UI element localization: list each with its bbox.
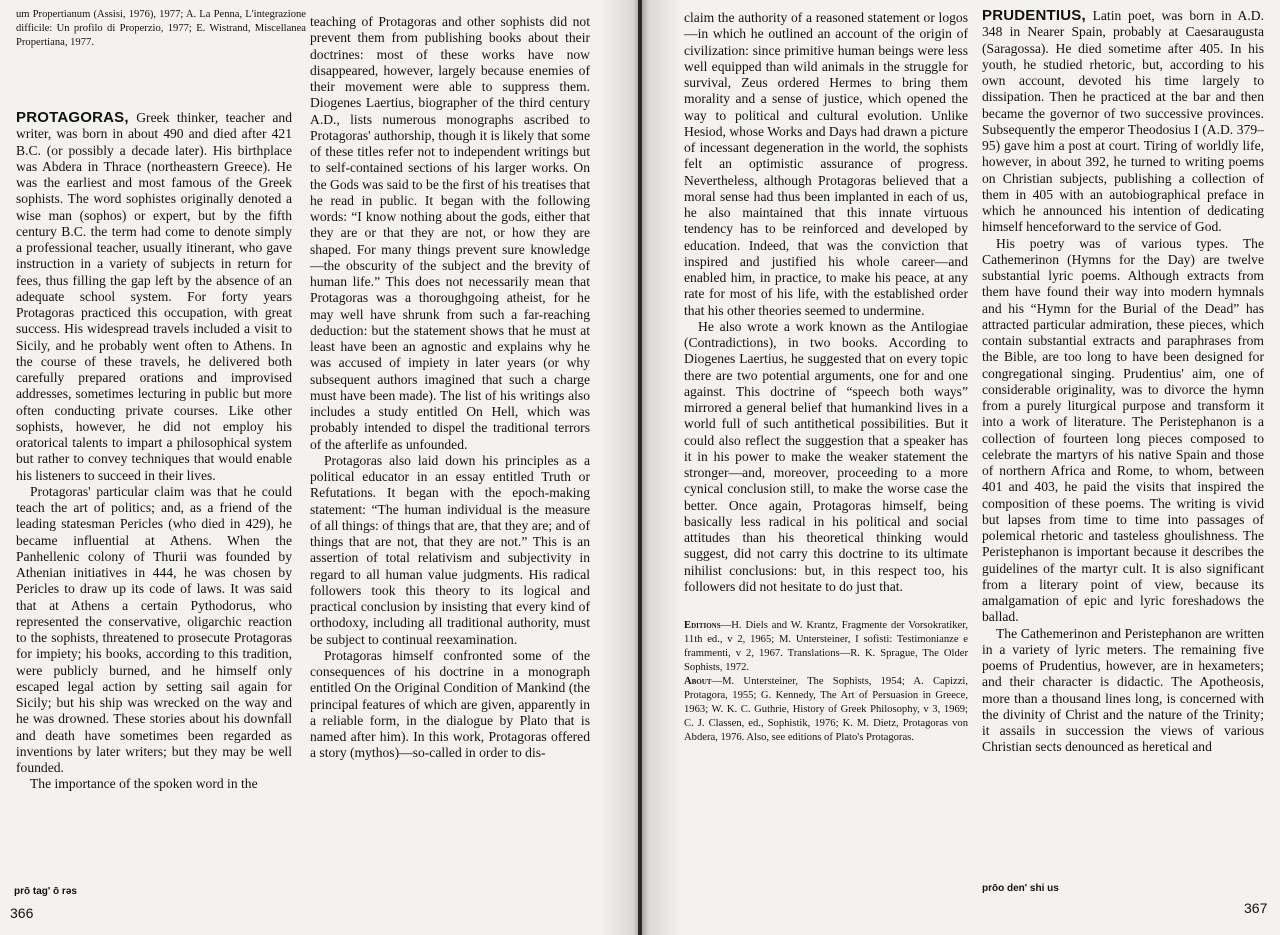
left-column-1: [16, 110, 292, 793]
paragraph: Protagoras' particular claim was that he could teach the art of politics; and, as a friend of the leading statesman Pericles (who died in 429), he became influential at Athens. When the Panhellenic colony of Thurii was founded by Athenian initiatives in 444, he was chosen by Pericles to draw up its code of laws. It was said that at Athens a certain Pythodorus, who represented the conservative, oligarchic reaction to the sophists, threatened to prosecute Protagoras for impiety; his books, according to this tradition, were publicly burned, and he himself only escaped legal action by setting sail again for Sicily; but his ship was wrecked on the way and he was drowned. These stories about his downfall and death have sometimes been regarded as inventions by later writers; but they may be well founded.: [16, 483, 292, 775]
paragraph: Protagoras also laid down his principles as a political educator in an essay entitled Truth or Refutations. It began with the epoch-making statement: “The human individual is the measure of all things: of things that are, that they are; and of things that are not, that they are not.” This is an assertion of total relativism and subjectivity in regard to all human value judgments. His radical followers took this theory to its logical and practical conclusion by insisting that every kind of orthodoxy, including all traditional authority, must be subject to continual reexamination.: [310, 452, 590, 647]
bibliography-editions: [684, 619, 968, 675]
left-column-2: [310, 14, 590, 762]
bibliography-about: [684, 675, 968, 745]
right-page: [642, 0, 1280, 935]
paragraph: Protagoras himself confronted some of the consequences of his doctrine in a monograph entitled On the Original Condition of Mankind (the principal features of which are given, apparently in a reliable form, in the dialogue by Plato that is named after him). In this work, Protagoras offered a story (mythos)—so-called in order to dis-: [310, 647, 590, 761]
bibliography-about-text: —M. Untersteiner, The Sophists, 1954; A. Capizzi, Protagora, 1955; G. Kennedy, The Art of Persuasion in Greece, 1963; W. K. C. Guthrie, History of Greek Philosophy, v 3, 1969; C. J. Classen, ed., Sophistik, 1976; K. M. Dietz, Protagoras von Abdera, 1976. Also, see editions of Plato's Protagoras.: [684, 676, 968, 743]
paragraph: claim the authority of a reasoned statement or logos—in which he outlined an account of the origin of civilization: since primitive human beings were less well equipped than wild animals in the struggle for survival, Zeus ordered Hermes to bring them morality and a sense of justice, which opened the way to political and cultural evolution. Unlike Hesiod, whose Works and Days had drawn a picture of incessant degeneration in the world, the sophists felt an optimistic assurance of progress. Nevertheless, although Protagoras believed that a moral sense had thus been implanted in each of us, he also maintained that this innate virtuous tendency has to be reinforced and developed by education. Indeed, that was the conviction that inspired and justified his whole career—and enabled him, in practice, to make his peace, at any rate for most of his life, with the established order that his other theories seemed to undermine.: [684, 10, 968, 318]
paragraph: teaching of Protagoras and other sophists did not prevent them from publishing books about their doctrines: most of these works have now disappeared, however, largely because enemies of their movement were able to suppress them. Diogenes Laertius, biographer of the third century A.D., lists numerous monographs ascribed to Protagoras' authorship, though it is likely that some of these titles refer not to independent writings but to self-contained sections of his larger works. On the Gods was said to be the first of his treatises that he read in public. It began with the following words: “I know nothing about the gods, either that they are or that they are not, or how they are shaped. For many things prevent sure knowledge—the obscurity of the subject and the brevity of human life.” This does not necessarily mean that Protagoras was a thoroughgoing atheist, for he may well have shrunk from such a far-reaching deduction: but the statement shows that he must at least have been an agnostic and explains why he was accused of impiety in later years (or why subsequent authors imagined that such a charge must have been made). The list of his writings also includes a study entitled On Hell, which was probably intended to dispel the traditional terrors of the afterlife as unfounded.: [310, 14, 590, 452]
right-column-1: [684, 10, 968, 745]
prudentius-intro: [982, 8, 1264, 236]
bibliography-editions-label: Editions: [684, 620, 721, 631]
page-number-left: 366: [10, 905, 34, 921]
entry-heading-prudentius: PRUDENTIUS,: [982, 7, 1086, 24]
paragraph: He also wrote a work known as the Antilogiae (Contradictions), in two books. According to Diogenes Laertius, he suggested that on every topic there are two potential arguments, one for and one against. This doctrine of “speech both ways” mirrored a general belief that humankind lives in a world full of such antithetical possibilities. But it could also reflect the suggestion that a speaker has it in his power to make the weaker statement the stronger—and, moreover, proceeding to a more cynical conclusion still, to make the worse case the better. Once again, Protagoras himself, being basically less radical in his political and social attitudes than his theoretical thinking would suggest, did not carry this doctrine to its ultimate nihilist conclusions: but, in this respect too, his followers did not hesitate to do just that.: [684, 318, 968, 594]
paragraph: The Cathemerinon and Peristephanon are written in a variety of lyric meters. The remaining five poems of Prudentius, however, are in hexameters; and their character is didactic. The Apotheosis, more than a thousand lines long, is concerned with the divinity of Christ and the nature of the Trinity; it assails in succession the views of various Christian sects denounced as heretical and: [982, 625, 1264, 755]
bibliography-editions-text: —H. Diels and W. Krantz, Fragmente der Vorsokratiker, 11th ed., v 2, 1965; M. Untersteiner, I sofisti: Testimonianze e frammenti, v 2, 1967. Translations—R. K. Sprague, The Older Sophists, 1972.: [684, 620, 968, 673]
pronunciation-protagoras: prō tag' ō rəs: [14, 886, 77, 897]
bibliography: [684, 619, 968, 745]
paragraph: His poetry was of various types. The Cathemerinon (Hymns for the Day) are twelve substantial lyric poems. Although extracts from them have found their way into modern hymnals and his “Hymn for the Burial of the Dead” has attracted particular admiration, these pieces, which contain substantial extracts and paraphrases from the Bible, are too long to have been designed for congregational singing. Prudentius' aim, one of considerable originality, was to divorce the hymn from a purely liturgical purpose and transform it into a work of literature. The Peristephanon is a collection of fourteen long pieces composed to celebrate the martyrs of his native Spain and those of northern Africa and Rome, to whom, between 401 and 403, he paid the visits that inspired the composition of these poems. The writing is vivid but lapses from time to time into passages of polemical rhetoric and tasteless ghoulishness. The Peristephanon is important because it describes the guidelines of the martyr cult. It is also significant from a literary point of view, because its amalgamation of epic and lyric foreshadows the ballad.: [982, 235, 1264, 625]
left-page: [0, 0, 638, 935]
protagoras-intro: [16, 110, 292, 484]
entry-heading-protagoras: PROTAGORAS,: [16, 109, 129, 126]
bibliography-about-label: About: [684, 676, 712, 687]
bibliography-fragment-text: um Propertianum (Assisi, 1976), 1977; A. La Penna, L'integrazione difficile: Un profilo di Properzio, 1977; E. Wistrand, Miscellanea Propertiana, 1977.: [16, 9, 306, 48]
pronunciation-prudentius: prōo den' shi us: [982, 883, 1059, 894]
bibliography-fragment: [16, 8, 306, 50]
paragraph: The importance of the spoken word in the: [30, 776, 258, 792]
page-number-right: 367: [1244, 900, 1268, 916]
paragraph-text: Greek thinker, teacher and writer, was born in about 490 and died after 421 B.C. (or possibly a decade later). His birthplace was Abdera in Thrace (northeastern Greece). He was the earliest and most famous of the Greek sophists. The word sophistes originally denoted a wise man (sophos) or expert, but by the fifth century B.C. the term had come to denote simply a professional teacher, usually itinerant, who gave instruction in a variety of subjects in return for fees, thus filling the gap left by the absence of an adequate school system. For forty years Protagoras practiced this occupation, with great success. His widespread travels included a visit to Sicily, and he probably went often to Athens. In the course of these travels, he delivered both carefully prepared orations and improvised addresses, sometimes lecturing in public but more often conducting private courses. Like other sophists, however, he did not employ his oratorical talents to impart a philosophical system but rather to convey techniques that would enable his listeners to succeed in their lives.: [16, 110, 292, 483]
paragraph-text: Latin poet, was born in A.D. 348 in Nearer Spain, probably at Caesaraugusta (Saragossa). He died sometime after 405. In his youth, he studied rhetoric, but, according to his own account, devoted his time largely to dissipation. Then he practiced at the bar and then became the governor of two successive provinces. Subsequently the emperor Theodosius I (A.D. 379–95) gave him a post at court. Tiring of worldly life, however, in about 392, he turned to writing poems on Christian subjects, publishing a collection of them in 405 with an autobiographical preface in which he announced his intention of dedicating himself henceforward to the service of God.: [982, 8, 1264, 235]
right-column-2: [982, 8, 1264, 756]
